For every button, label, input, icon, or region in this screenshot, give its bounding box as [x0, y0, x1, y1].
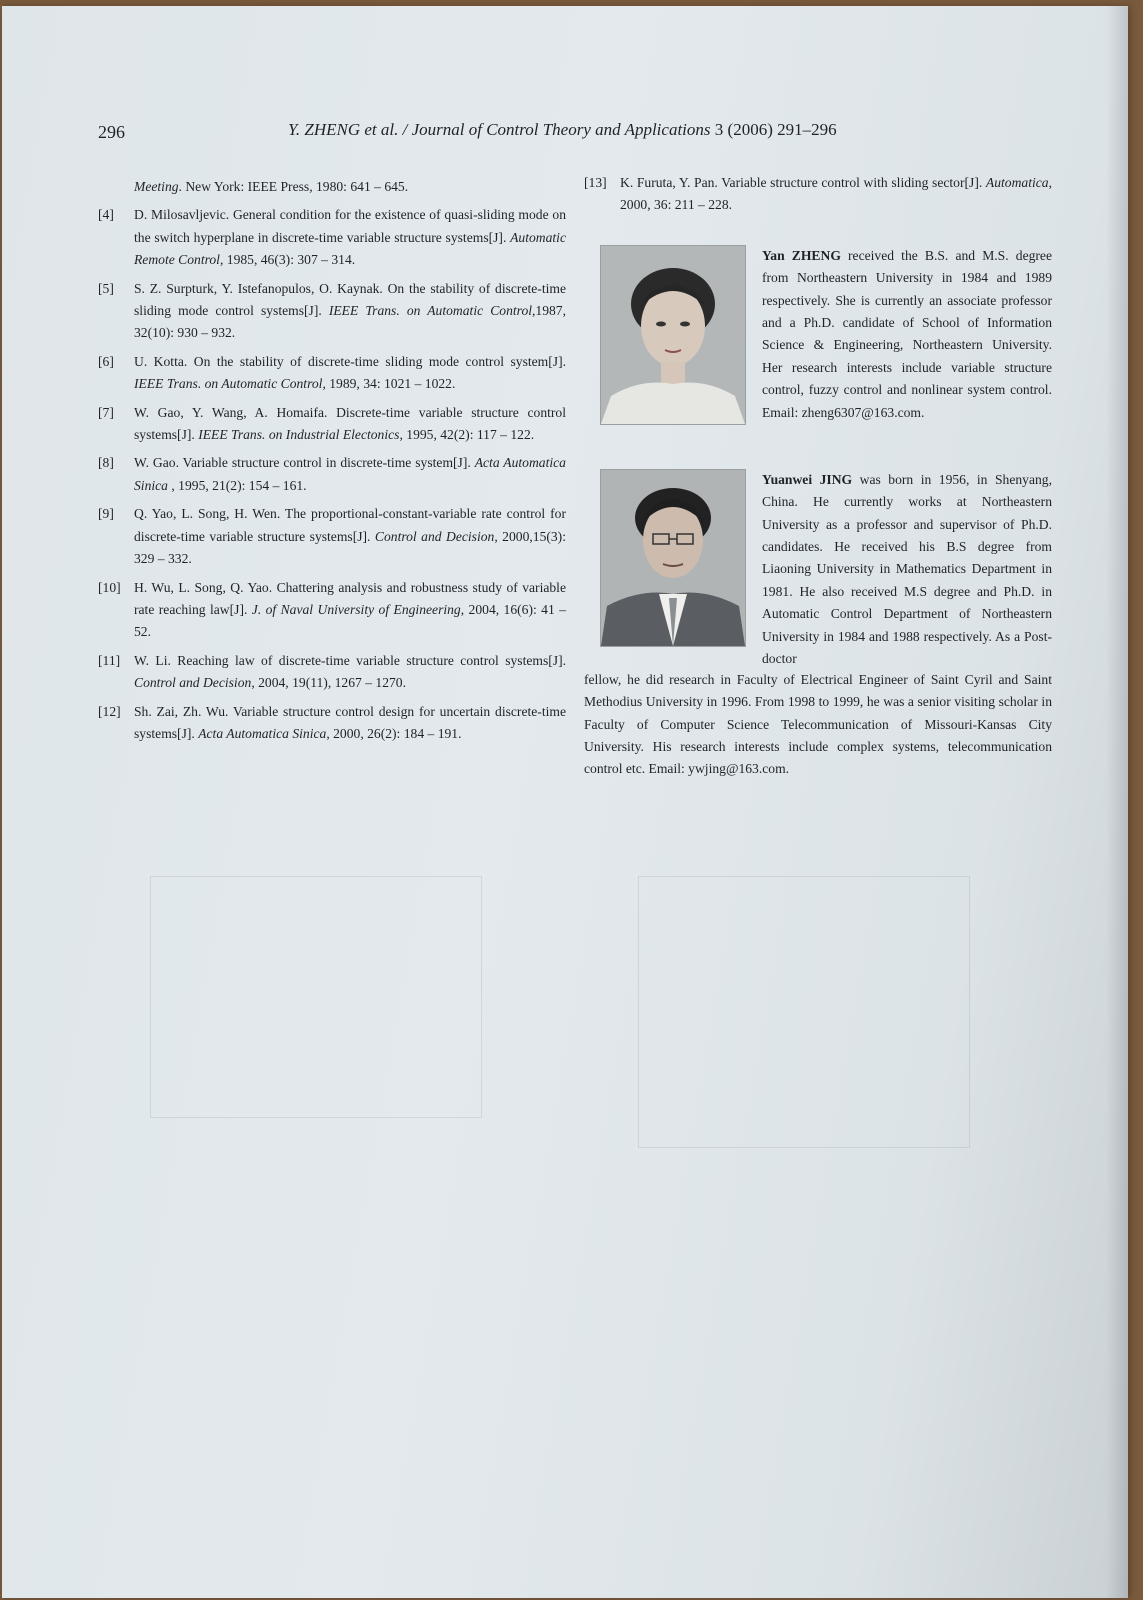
- reference-item: [98, 577, 566, 644]
- reference-item: [98, 204, 566, 271]
- reference-text: W. Li. Reaching law of discrete-time variable structure control systems[J].: [134, 652, 566, 668]
- reference-text: W. Gao. Variable structure control in discrete-time system[J].: [134, 455, 475, 471]
- reference-details: , 1995, 21(2): 154 – 161.: [167, 477, 307, 493]
- page-number: 296: [98, 122, 125, 142]
- bio-text-jing-continued: fellow, he did research in Faculty of Electrical Engineer of Saint Cyril and Saint Methodius University in 1996. From 1998 to 1999, he was a senior visiting scholar in Faculty of Computer Science Telecommunication of Missouri-Kansas City University. His research interests include complex systems, telecommunication control etc. Email: ywjing@163.com.: [584, 671, 1052, 777]
- header-journal: / Journal of Control Theory and Applications: [402, 120, 711, 139]
- reference-source: IEEE Trans. on Automatic Control: [328, 303, 533, 319]
- reference-source: J. of Naval University of Engineering: [251, 601, 461, 617]
- reference-number: [7]: [98, 404, 114, 420]
- reference-details: , 2000,15(3): 329 – 332.: [134, 528, 566, 567]
- page-curl-shadow: [1106, 6, 1128, 1598]
- reference-item: [98, 351, 566, 396]
- show-through-figure-left: [150, 876, 482, 1118]
- reference-source: Acta Automatica Sinica: [134, 455, 566, 493]
- reference-details: , 2000, 36: 211 – 228.: [620, 175, 1052, 213]
- header-year: (2006): [727, 120, 773, 139]
- bio-name: Yan ZHENG: [762, 247, 841, 263]
- reference-details: , 2004, 19(11), 1267 – 1270.: [251, 675, 406, 691]
- reference-number: [4]: [98, 207, 114, 223]
- reference-number: [6]: [98, 353, 114, 369]
- reference-source: Meeting: [134, 179, 179, 194]
- header-authors: Y. ZHENG et al.: [288, 120, 399, 139]
- author-photo-zheng: [600, 245, 746, 425]
- show-through-figure-right: [638, 876, 970, 1148]
- reference-details: , 2004, 16(6): 41 – 52.: [134, 601, 566, 640]
- reference-item: [98, 701, 566, 746]
- reference-number: [12]: [98, 703, 121, 719]
- references-left-column: [98, 176, 566, 751]
- journal-page: [2, 6, 1128, 1598]
- reference-item: [98, 278, 566, 345]
- reference-item: [98, 452, 566, 497]
- reference-source: Automatic Remote Control: [134, 229, 566, 268]
- reference-text: Sh. Zai, Zh. Wu. Variable structure control design for uncertain discrete-time systems[J].: [134, 703, 566, 741]
- bio-text-jing: [762, 469, 1052, 667]
- reference-number: [10]: [98, 579, 121, 595]
- reference-text: H. Wu, L. Song, Q. Yao. Chattering analysis and robustness study of variable rate reaching law[J].: [134, 579, 566, 617]
- bio-name: Yuanwei JING: [762, 471, 853, 487]
- bio-body: received the B.S. and M.S. degree from Northeastern University in 1984 and 1989 respectively. She is currently an associate professor and a Ph.D. candidate of School of Information Science & Engineering, Northeastern University. Her research interests include variable structure control, fuzzy control and nonlinear system control. Email: zheng6307@163.com.: [762, 247, 1052, 420]
- header-volume: 3: [714, 120, 724, 139]
- reference-number: [9]: [98, 506, 114, 522]
- reference-text: Q. Yao, L. Song, H. Wen. The proportional-constant-variable rate control for discrete-time variable structure systems[J].: [134, 506, 566, 544]
- reference-details: , 1989, 34: 1021 – 1022.: [322, 376, 456, 392]
- reference-text: U. Kotta. On the stability of discrete-time sliding mode control system[J].: [134, 353, 566, 369]
- reference-item: [584, 172, 1052, 217]
- reference-text: K. Furuta, Y. Pan. Variable structure control with sliding sector[J].: [620, 175, 986, 190]
- author-bio-jing: [584, 469, 1052, 777]
- reference-source: Automatica: [985, 175, 1049, 190]
- bio-body: was born in 1956, in Shenyang, China. He currently works at Northeastern University as a professor and supervisor of Ph.D. candidates. He received his B.S degree from Liaoning University in Mathematics Department in 1981. He also received M.S degree and Ph.D. in Automatic Control Department of Northeastern University in 1984 and 1988 respectively. As a Post-doctor: [762, 471, 1052, 667]
- reference-source: IEEE Trans. on Industrial Electonics: [198, 427, 400, 443]
- reference-source: Control and Decision: [134, 675, 252, 691]
- reference-text: D. Milosavljevic. General condition for the existence of quasi-sliding mode on the switch hyperplane in discrete-time variable structure systems[J].: [134, 207, 566, 245]
- portrait-woman-icon: [601, 246, 745, 424]
- right-column: [584, 172, 1052, 777]
- reference-number: [5]: [98, 280, 114, 296]
- portrait-man-icon: [601, 470, 745, 646]
- header-citation: [288, 120, 837, 140]
- reference-details: , 2000, 26(2): 184 – 191.: [326, 725, 462, 741]
- reference-details: , 1995, 42(2): 117 – 122.: [399, 427, 535, 443]
- author-bio-zheng: [584, 245, 1052, 455]
- header-pages: 291–296: [777, 120, 837, 139]
- running-header: [98, 120, 1038, 146]
- reference-source: IEEE Trans. on Automatic Control: [134, 376, 323, 392]
- reference-item: [98, 503, 566, 570]
- reference-number: [13]: [584, 175, 607, 190]
- reference-details: ,1987, 32(10): 930 – 932.: [134, 303, 566, 341]
- reference-source: Acta Automatica Sinica: [198, 725, 327, 741]
- author-photo-jing: [600, 469, 746, 647]
- reference-text: S. Z. Surpturk, Y. Istefanopulos, O. Kaynak. On the stability of discrete-time sliding mode control systems[J].: [134, 280, 566, 319]
- bio-text-zheng: [762, 245, 1052, 424]
- reference-details: . New York: IEEE Press, 1980: 641 – 645.: [178, 179, 409, 194]
- reference-item: [98, 402, 566, 447]
- reference-number: [8]: [98, 455, 114, 471]
- reference-item: [98, 176, 566, 198]
- reference-text: W. Gao, Y. Wang, A. Homaifa. Discrete-time variable structure control systems[J].: [134, 404, 566, 443]
- reference-number: [11]: [98, 652, 121, 668]
- reference-source: Control and Decision: [374, 528, 495, 544]
- reference-item: [98, 650, 566, 695]
- reference-details: , 1985, 46(3): 307 – 314.: [219, 252, 356, 268]
